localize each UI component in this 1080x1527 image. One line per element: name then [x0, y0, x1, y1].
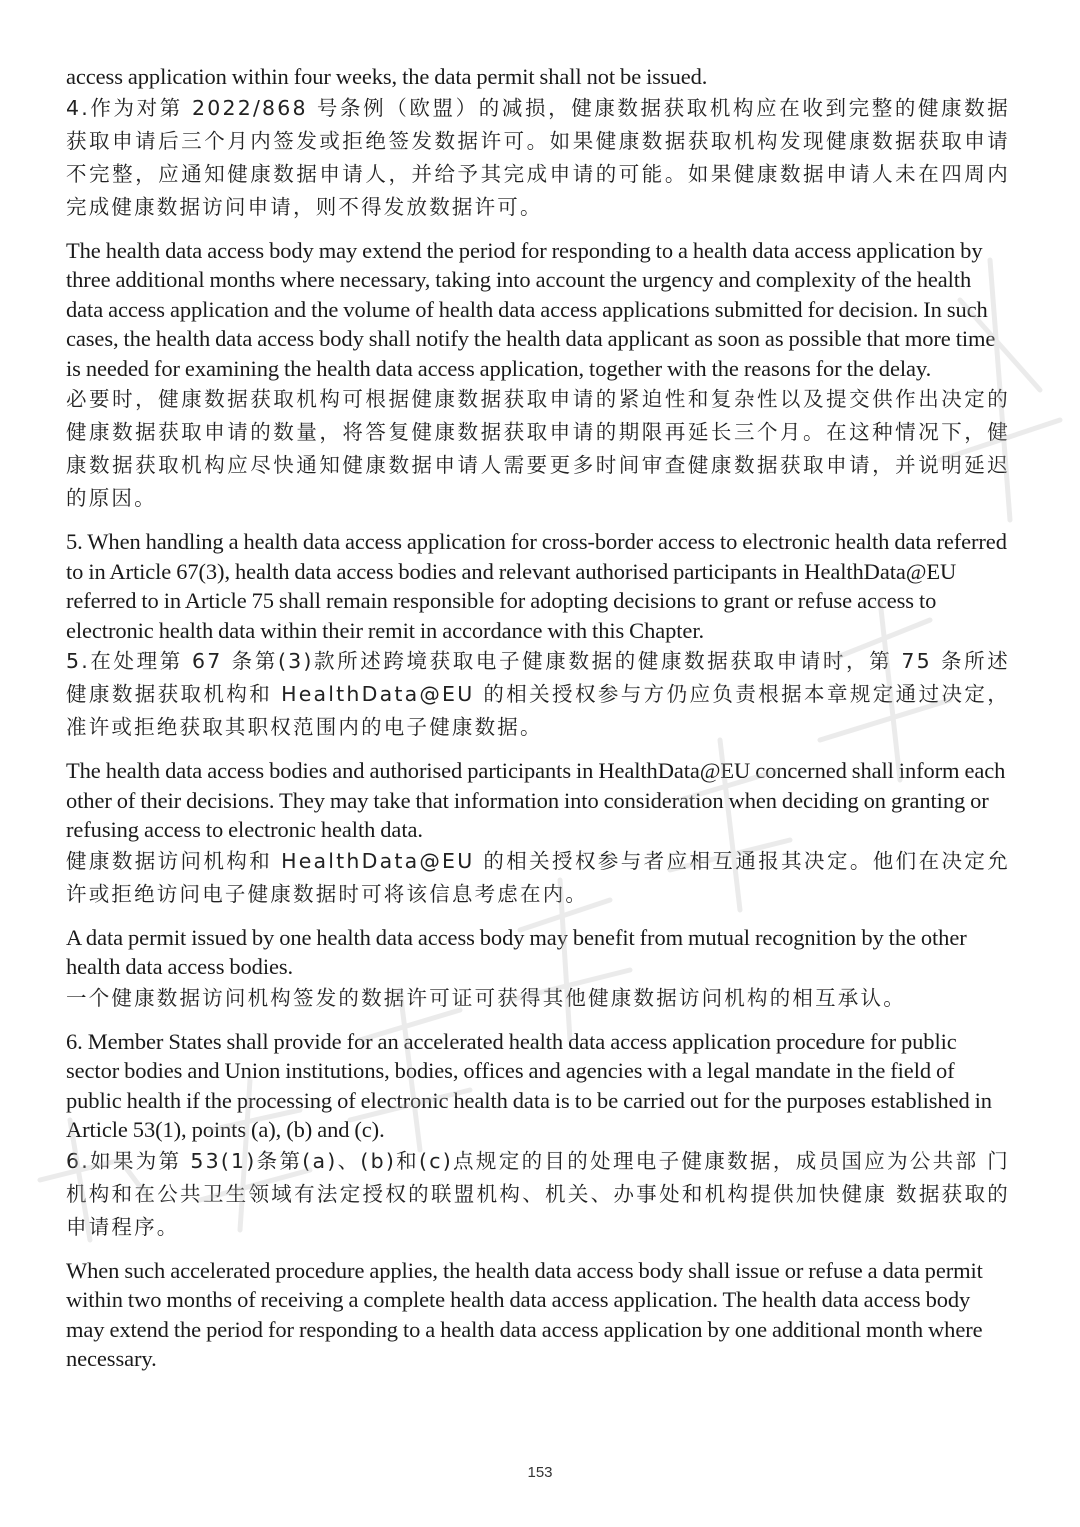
- paragraph-chinese: 必要时，健康数据获取机构可根据健康数据获取申请的紧迫性和复杂性以及提交供作出决定的健康数据获取申请的数量，将答复健康数据获取申请的期限再延长三个月。在这种情况下，健康数据获取机构应尽快通知健康数据申请人需要更多时间审查健康数据获取申请，并说明延迟的原因。: [66, 387, 1010, 510]
- paragraph-5: [66, 923, 1010, 1015]
- paragraph-chinese: 5.在处理第 67 条第(3)款所述跨境获取电子健康数据的健康数据获取申请时，第 75 条所述健康数据获取机构和 HealthData@EU 的相关授权参与方仍应负责根据本章规定通过决定，准许或拒绝获取其职权范围内的电子健康数据。: [66, 649, 1010, 739]
- paragraph-english: 5. When handling a health data access application for cross-border access to electronic health data referred to in Article 67(3), health data access bodies and relevant authorised participants in HealthData@EU referred to in Article 75 shall remain responsible for adopting decisions to grant or refuse access to electronic health data within their remit in accordance with this Chapter.: [66, 529, 1007, 643]
- paragraph-english: When such accelerated procedure applies, the health data access body shall issue or refuse a data permit within two months of receiving a complete health data access application. The health data access body may extend the period for responding to a health data access application by one additional month where necessary.: [66, 1257, 983, 1371]
- page-number: 153: [527, 1464, 553, 1481]
- paragraph-1: [66, 62, 1010, 224]
- paragraph-4: [66, 756, 1010, 911]
- paragraph-2: [66, 236, 1010, 516]
- paragraph-chinese: 4.作为对第 2022/868 号条例（欧盟）的减损，健康数据获取机构应在收到完整的健康数据获取申请后三个月内签发或拒绝签发数据许可。如果健康数据获取机构发现健康数据获取申请不完整，应通知健康数据申请人，并给予其完成申请的可能。如果健康数据申请人未在四周内完成健康数据访问申请，则不得发放数据许可。: [66, 95, 1010, 219]
- paragraph-english: A data permit issued by one health data access body may benefit from mutual recognition by the other health data access bodies.: [66, 924, 967, 979]
- paragraph-english: access application within four weeks, the data permit shall not be issued.: [66, 64, 708, 89]
- paragraph-english: The health data access body may extend the period for responding to a health data access application by three additional months where necessary, taking into account the urgency and complexity of the health data access application and the volume of health data access applications submitted for decision. In such cases, the health data access body shall notify the health data applicant as soon as possible that more time is needed for examining the health data access application, together with the reasons for the delay.: [66, 237, 996, 381]
- paragraph-3: [66, 527, 1010, 744]
- paragraph-chinese: 6.如果为第 53(1)条第(a)、(b)和(c)点规定的目的处理电子健康数据，成员国应为公共部 门机构和在公共卫生领域有法定授权的联盟机构、机关、办事处和机构提供加快健康 数据获取的申请程序。: [66, 1148, 1010, 1239]
- paragraph-chinese: 一个健康数据访问机构签发的数据许可证可获得其他健康数据访问机构的相互承认。: [66, 985, 906, 1010]
- paragraph-6: [66, 1027, 1010, 1244]
- paragraph-7: [66, 1256, 1010, 1374]
- document-page: [66, 62, 1010, 1386]
- paragraph-english: 6. Member States shall provide for an accelerated health data access application procedure for public sector bodies and Union institutions, bodies, offices and agencies with a legal mandate in the field of public health if the processing of electronic health data is to be carried out for the purposes established in Article 53(1), points (a), (b) and (c).: [66, 1028, 992, 1142]
- paragraph-english: The health data access bodies and authorised participants in HealthData@EU concerned shall inform each other of their decisions. They may take that information into consideration when deciding on granting or refusing access to electronic health data.: [66, 758, 1006, 842]
- paragraph-chinese: 健康数据访问机构和 HealthData@EU 的相关授权参与者应相互通报其决定。他们在决定允许或拒绝访问电子健康数据时可将该信息考虑在内。: [66, 848, 1010, 906]
